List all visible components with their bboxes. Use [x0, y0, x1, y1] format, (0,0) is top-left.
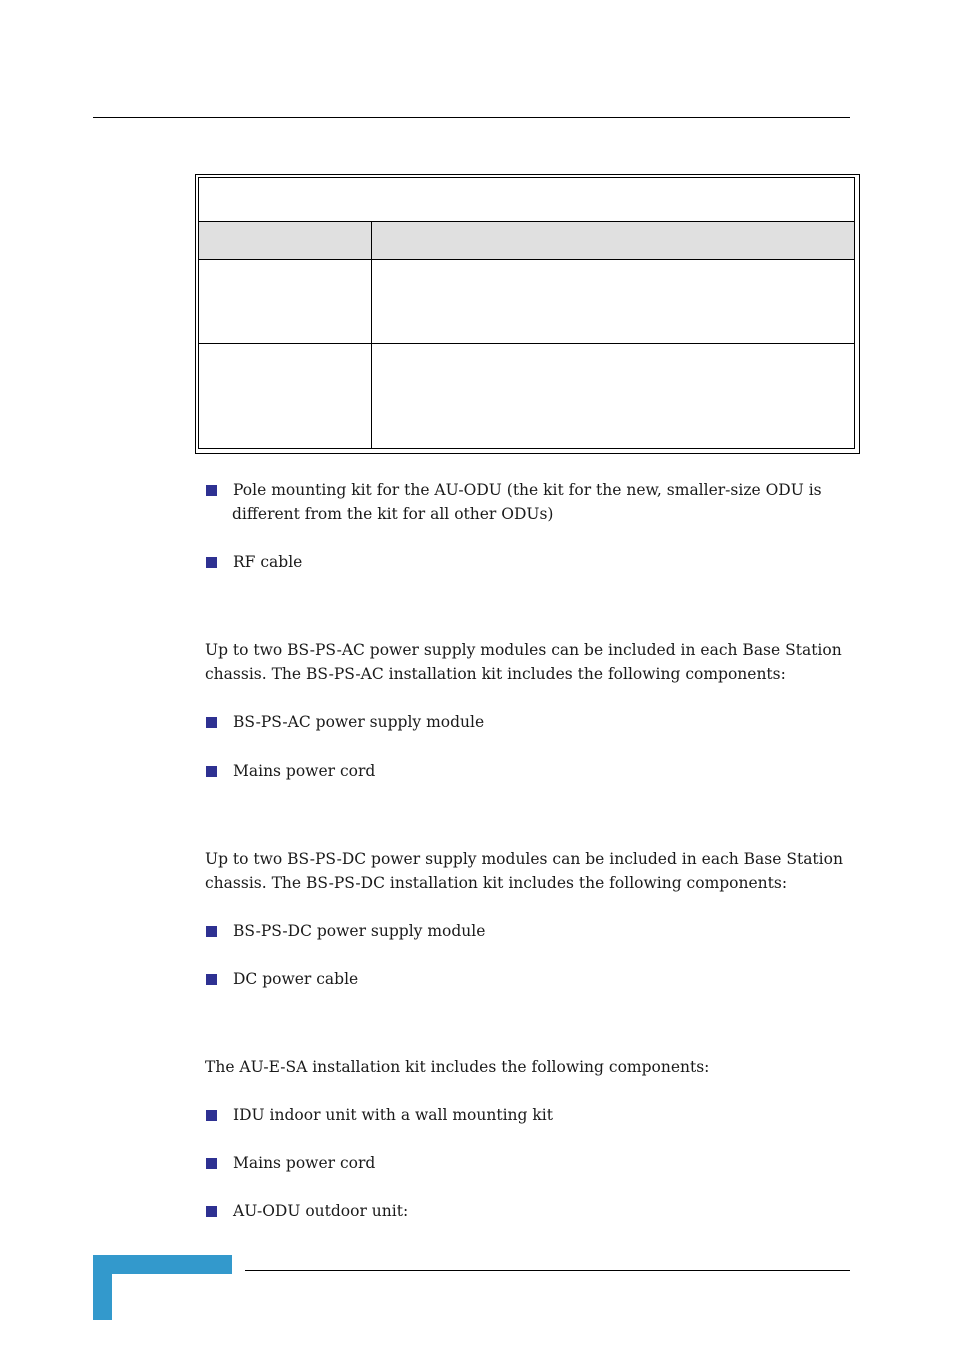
footer-accent-bar	[93, 1255, 112, 1320]
square-bullet-icon	[206, 974, 217, 985]
square-bullet-icon	[206, 1158, 217, 1169]
list-item-text: RF cable	[233, 553, 303, 571]
list-item-text: AU-ODU outdoor unit:	[233, 1202, 409, 1220]
list-item-text-continued: different from the kit for all other ODUs)	[232, 505, 554, 523]
table-row	[199, 260, 854, 344]
paragraph: chassis. The BS-PS-DC installation kit includes the following components:	[205, 874, 788, 892]
list-item-text: BS-PS-AC power supply module	[233, 713, 485, 731]
table-header-row	[199, 222, 854, 260]
list-item-text: Mains power cord	[233, 762, 376, 780]
list-item-text: IDU indoor unit with a wall mounting kit	[233, 1106, 553, 1124]
paragraph: The AU-E-SA installation kit includes the following components:	[205, 1058, 710, 1076]
table-title-row	[199, 178, 854, 222]
table-row	[199, 344, 854, 448]
paragraph: Up to two BS-PS-AC power supply modules can be included in each Base Station	[205, 641, 842, 659]
square-bullet-icon	[206, 1206, 217, 1217]
components-table	[195, 174, 860, 454]
square-bullet-icon	[206, 926, 217, 937]
table-frame	[198, 177, 855, 449]
table-column-divider	[371, 222, 372, 448]
footer-rule	[245, 1270, 850, 1271]
list-item-text: BS-PS-DC power supply module	[233, 922, 486, 940]
footer-accent-bar	[93, 1255, 232, 1274]
list-item-text: Mains power cord	[233, 1154, 376, 1172]
paragraph: chassis. The BS-PS-AC installation kit includes the following components:	[205, 665, 786, 683]
square-bullet-icon	[206, 557, 217, 568]
square-bullet-icon	[206, 717, 217, 728]
header-rule	[93, 117, 850, 118]
paragraph: Up to two BS-PS-DC power supply modules can be included in each Base Station	[205, 850, 843, 868]
square-bullet-icon	[206, 766, 217, 777]
list-item-text: Pole mounting kit for the AU-ODU (the kit for the new, smaller-size ODU is	[233, 481, 822, 499]
square-bullet-icon	[206, 1110, 217, 1121]
list-item-text: DC power cable	[233, 970, 359, 988]
square-bullet-icon	[206, 485, 217, 496]
